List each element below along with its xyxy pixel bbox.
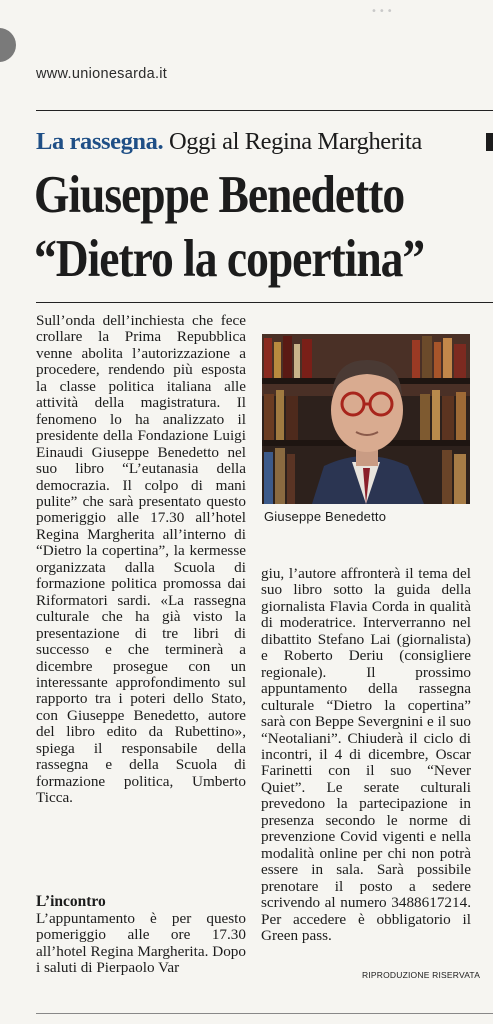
- overlay-circle-button[interactable]: [0, 28, 16, 62]
- source-url: www.unionesarda.it: [36, 66, 168, 82]
- portrait-illustration: [262, 334, 470, 504]
- copyright-notice: RIPRODUZIONE RISERVATA: [362, 970, 481, 980]
- article-kicker: [36, 127, 422, 157]
- headline-rule: [36, 302, 493, 303]
- article-column-1: Sull’onda dell’inchiesta che fece crollare la Prima Repubblica venne abolita l’autorizzazione a procedere, rendendo più esposta la classe politica italiana alle attività della magistratura. Il fenomeno lo ha analizzato il presidente della Fondazione Luigi Einaudi Giuseppe Benedetto nel suo libro “L’eutanasia della democrazia. Il colpo di mani pulite” che sarà presentato questo pomeriggio alle 17.30 all’hotel Regina Margherita all’interno di “Dietro la copertina”, la kermesse organizzata dalla Scuola di formazione politica promossa dai Riformatori sardi. «La rassegna culturale che ha già visto la presentazione di tre libri di successo e che terminerà a dicembre prosegue con un interessante approfondimento sul rapporto tra i poteri dello Stato, con Giuseppe Benedetto, autore del libro edito da Rubettino», spiega il responsabile della rassegna e della Scuola di formazione politica, Umberto Ticca.: [36, 312, 246, 807]
- section-subhead: L’incontro: [36, 893, 106, 910]
- portrait-photo: [262, 334, 470, 504]
- headline-line-2: “Dietro la copertina”: [34, 230, 425, 288]
- kicker-label: La rassegna.: [36, 128, 164, 155]
- article-column-2: giu, l’autore affronterà il tema del suo libro sotto la guida della giornalista Flavia Corda in qualità di moderatrice. Interverranno nel dibattito Stefano Lai (giornalista) e Roberto Deriu (consigliere regionale). Il prossimo appuntamento della rassegna culturale “Dietro la copertina” sarà con Beppe Severgnini e il suo “Neotaliani”. Chiuderà il ciclo di incontri, il 4 di dicembre, Oscar Farinetti con il suo “Never Quiet”. Le serate culturali prevedono la partecipazione in presenza secondo le norme di prevenzione Covid vigenti e nella modalità online per chi non potrà essere in sala. Sarà possibile prenotare il posto a sedere scrivendo al numero 3488617214. Per accedere è obbligatorio il Green pass.: [261, 565, 471, 944]
- more-dots-icon[interactable]: •••: [371, 6, 395, 17]
- kicker-text: Oggi al Regina Margherita: [168, 128, 422, 155]
- article-column-1-continued: L’appuntamento è per questo pomeriggio alle ore 17.30 all’hotel Regina Margherita. Dopo i saluti di Pierpaolo Var: [36, 910, 246, 977]
- headline-line-1: Giuseppe Benedetto: [34, 166, 405, 224]
- photo-caption: Giuseppe Benedetto: [264, 509, 387, 524]
- cropped-letter-mark: [486, 133, 493, 151]
- top-rule: [36, 110, 493, 111]
- bottom-rule: [36, 1013, 493, 1014]
